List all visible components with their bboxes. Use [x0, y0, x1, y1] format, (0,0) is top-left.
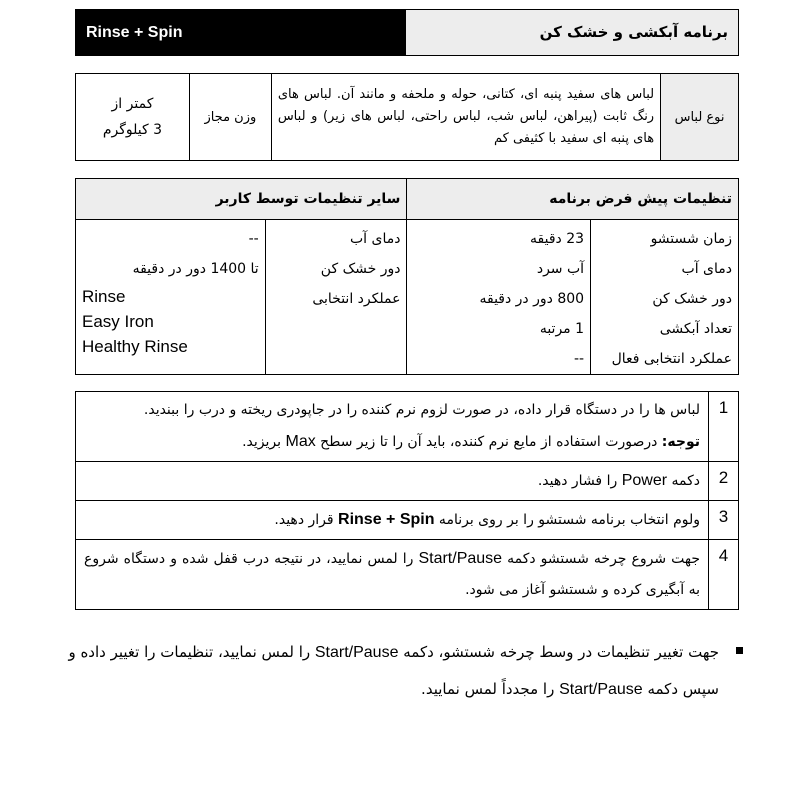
load-label: وزن مجاز: [189, 74, 271, 161]
bullet-square-icon: [736, 647, 743, 654]
step-number: 3: [709, 501, 739, 540]
bullet-note: [65, 634, 745, 708]
step-row: [76, 392, 739, 462]
step-text: [76, 540, 709, 610]
default-label: عملکرد انتخابی فعال: [611, 351, 732, 367]
load-value-line2: 3 کیلوگرم: [102, 122, 163, 138]
step-text: [76, 501, 709, 540]
user-values-cell: [76, 220, 266, 375]
load-value: [76, 74, 190, 161]
step-number: 4: [709, 540, 739, 610]
fabric-type-label: نوع لباس: [661, 74, 739, 161]
note-key: Max: [285, 433, 316, 450]
user-value: تا 1400 دور در دقیقه: [132, 261, 259, 277]
note-text-end: بریزید.: [242, 434, 286, 450]
default-label: تعداد آبکشی: [659, 321, 732, 337]
user-label: دور خشک کن: [320, 261, 401, 277]
button-name: Start/Pause: [418, 550, 503, 567]
step-text: [76, 462, 709, 501]
note-text: درصورت استفاده از مایع نرم کننده، باید آن را تا زیر سطح: [315, 434, 662, 450]
button-name: Power: [621, 472, 668, 489]
default-labels-cell: [591, 220, 739, 375]
bullet-text-end: را مجدداً لمس نمایید.: [421, 680, 560, 698]
button-name: Start/Pause: [559, 681, 643, 698]
step-row: [76, 501, 739, 540]
user-value: --: [248, 231, 259, 247]
user-label: عملکرد انتخابی: [312, 291, 401, 307]
step-text: [76, 392, 709, 462]
step-note: [84, 426, 700, 458]
step-text-start: دکمه: [667, 473, 700, 489]
default-values-cell: [407, 220, 591, 375]
step-number: 2: [709, 462, 739, 501]
step-row: [76, 540, 739, 610]
default-label: دمای آب: [681, 261, 732, 277]
user-option: Easy Iron: [82, 312, 154, 331]
default-label: زمان شستشو: [650, 231, 732, 247]
note-label: توجه:: [661, 434, 700, 450]
steps-table: [75, 391, 739, 610]
fabric-description: لباس های سفید پنبه ای، کتانی، حوله و ملحفه و مانند آن. لباس های رنگ ثابت (پیراهن، لباس شب، لباس راحتی، لباس های زیر) و لباس های پنبه ای سفید با کثیفی کم: [271, 74, 660, 161]
user-option: Healthy Rinse: [82, 337, 188, 356]
program-title: برنامه آبکشی و خشک کن: [406, 10, 738, 55]
user-label: دمای آب: [349, 231, 401, 247]
program-header: [75, 9, 739, 56]
load-value-line1: کمتر از: [111, 96, 154, 112]
bullet-text-mid: را لمس نمایید، تنظیمات را تغییر داده و سپس دکمه: [68, 643, 719, 698]
user-settings-header: سایر تنظیمات توسط کاربر: [76, 179, 407, 220]
step-row: [76, 462, 739, 501]
default-value: 1 مرتبه: [539, 321, 585, 337]
default-value: --: [573, 351, 585, 367]
step-text-end: را لمس نمایید، در نتیجه درب قفل شده و دستگاه شروع به آبگیری کرده و شستشو آغاز می شود.: [84, 551, 700, 598]
default-value: 23 دقیقه: [530, 231, 585, 247]
default-settings-header: تنظیمات پیش فرض برنامه: [407, 179, 739, 220]
program-key: Rinse + Spin: [338, 511, 435, 528]
button-name: Start/Pause: [314, 644, 399, 661]
default-value: آب سرد: [536, 261, 585, 277]
fabric-table: [75, 73, 739, 161]
step-instruction: لباس ها را در دستگاه قرار داده، در صورت لزوم نرم کننده را در جاپودری ریخته و درب را ببندید.: [143, 402, 700, 418]
user-option: Rinse: [82, 287, 126, 306]
settings-table: [75, 178, 739, 375]
step-text-end: قرار دهید.: [274, 512, 339, 528]
step-text-start: ولوم انتخاب برنامه شستشو را بر روی برنامه: [434, 512, 700, 528]
step-text-end: را فشار دهید.: [537, 473, 622, 489]
program-name: Rinse + Spin: [76, 10, 408, 55]
step-number: 1: [709, 392, 739, 462]
default-value: 800 دور در دقیقه: [479, 291, 585, 307]
default-label: دور خشک کن: [652, 291, 732, 307]
user-labels-cell: [265, 220, 407, 375]
bullet-text-start: جهت تغییر تنظیمات در وسط چرخه شستشو، دکمه: [398, 643, 719, 661]
step-text-start: جهت شروع چرخه شستشو دکمه: [502, 551, 700, 567]
